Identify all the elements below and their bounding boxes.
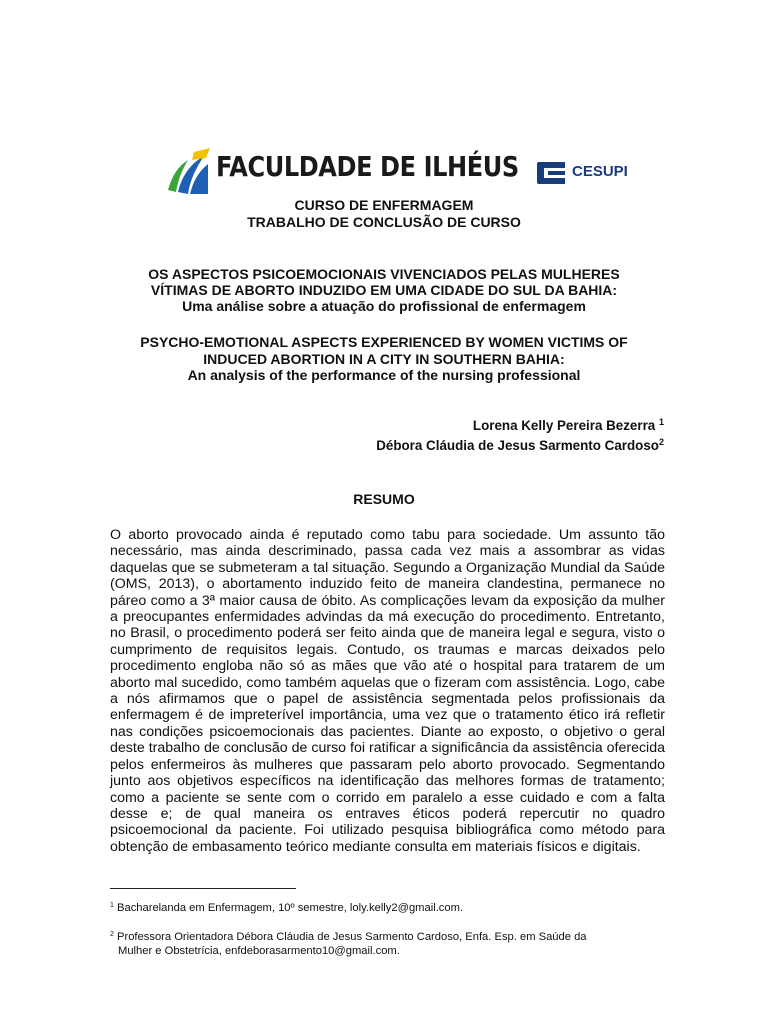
- author-1: [376, 414, 664, 434]
- institution-name: FACULDADE DE ILHÉUS: [216, 150, 519, 183]
- work-type: TRABALHO DE CONCLUSÃO DE CURSO: [247, 214, 521, 230]
- author-name: Lorena Kelly Pereira Bezerra: [472, 418, 656, 433]
- footnote-2: [110, 928, 670, 958]
- footnote-marker: 1: [658, 417, 664, 427]
- partner-name: CESUPI: [572, 163, 628, 180]
- title-en-line1: PSYCHO-EMOTIONAL ASPECTS EXPERIENCED BY WOMEN VICTIMS OF: [140, 334, 628, 350]
- title-pt-subtitle: Uma análise sobre a atuação do profissional de enfermagem: [182, 298, 586, 314]
- footnote-text: Professora Orientadora Débora Cláudia de Jesus Sarmento Cardoso, Enfa. Esp. em Saúde da: [117, 931, 587, 943]
- title-pt-line1: OS ASPECTOS PSICOEMOCIONAIS VIVENCIADOS PELAS MULHERES: [148, 266, 620, 282]
- title-en-subtitle: An analysis of the performance of the nursing professional: [187, 367, 581, 383]
- abstract-body: [110, 527, 665, 855]
- abstract-text: O aborto provocado ainda é reputado como tabu para sociedade. Um assunto tão necessário, mas ainda descriminado, passa cada vez mais a assombrar as vidas daquelas que se submeteram a tal situação. Segundo a Organização Mundial da Saúde (OMS, 2013), o abortamento induzido feito de maneira clandestina, permanece no páreo como a 3ª maior causa de óbito. As complicações levam da exposição da mulher a preocupantes enfermidades advindas da má execução do procedimento. Entretanto, no Brasil, o procedimento poderá ser feito ainda que de maneira legal e segura, visto o cumprimento de requisitos legais. Contudo, os traumas e marcas deixados pelo procedimento engloba não só as mães que vão até o hospital para tratarem de um aborto mal sucedido, como também aquelas que o fizeram com assistência. Logo, cabe a nós afirmamos que o papel de assistência segmentada pelos profissionais da enfermagem é de impreterível importância, uma vez que o tratamento ético irá refletir nas condições psicoemocionais das pacientes. Diante ao exposto, o objetivo o geral deste trabalho de conclusão de curso foi ratificar a significância da assistência oferecida pelos enfermeiros às mulheres que passaram pelo aborto provocado. Segmentando junto aos objetivos específicos na identificação das melhores formas de tratamento; como a paciente se sente com o corrido em paralelo a esse cuidado e com a falta desse e; de qual maneira os entraves éticos poderá repercutir no quadro psicoemocional da paciente. Foi utilizado pesquisa bibliográfica como método para obtenção de embasamento teórico mediante consulta em materiais físicos e digitais.: [110, 527, 665, 855]
- footnote-marker: 2: [110, 931, 114, 938]
- footnote-text-continued: Mulher e Obstetrícia, enfdeborasarmento10@gmail.com.: [118, 945, 400, 957]
- title-english: [0, 334, 768, 384]
- footnote-1: [110, 899, 670, 915]
- faculdade-logo-icon: [164, 146, 212, 196]
- cesupi-logo-icon: [535, 160, 567, 186]
- footnote-text: Bacharelanda em Enfermagem, 10º semestre, loly.kelly2@gmail.com.: [117, 902, 464, 914]
- abstract-heading: RESUMO: [353, 491, 415, 507]
- author-2: [376, 434, 664, 454]
- title-pt-line2: VÍTIMAS DE ABORTO INDUZIDO EM UMA CIDADE DO SUL DA BAHIA:: [150, 282, 618, 298]
- document-header: [164, 146, 628, 196]
- author-name: Débora Cláudia de Jesus Sarmento Cardoso: [376, 438, 659, 453]
- footnote-marker: 1: [110, 902, 114, 909]
- course-block: [0, 197, 768, 231]
- course-name: CURSO DE ENFERMAGEM: [294, 197, 474, 213]
- footnote-divider: [110, 888, 296, 889]
- title-en-line2: INDUCED ABORTION IN A CITY IN SOUTHERN BAHIA:: [203, 350, 565, 367]
- authors-block: [376, 414, 664, 454]
- footnote-marker: 2: [658, 437, 664, 447]
- title-portuguese: [0, 266, 768, 314]
